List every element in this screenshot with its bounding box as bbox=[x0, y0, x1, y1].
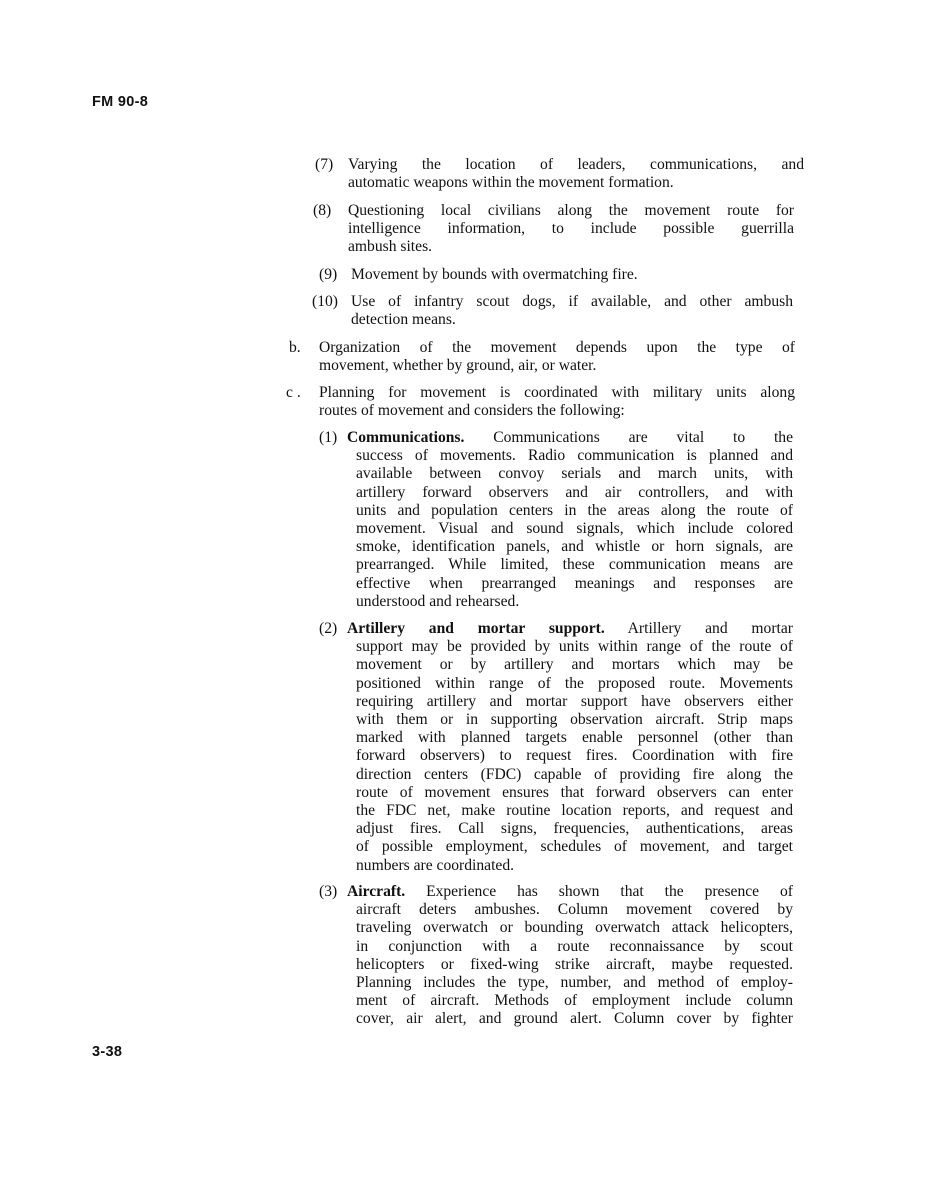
item-line: Planning for movement is coordinated with military units along bbox=[319, 384, 795, 401]
item-line: support may be provided by units within range of the route of bbox=[356, 638, 793, 656]
item-body bbox=[347, 447, 793, 611]
item-line: direction centers (FDC) capable of providing fire along the bbox=[356, 765, 793, 783]
item-line: the FDC net, make routine location reports, and request and bbox=[356, 802, 793, 820]
list-item-8 bbox=[313, 202, 794, 257]
subitem-title: Communications. bbox=[347, 429, 465, 446]
item-line: movement, whether by ground, air, or water. bbox=[319, 357, 597, 375]
item-line: helicopters or fixed-wing strike aircraft, maybe requested. bbox=[356, 955, 793, 973]
list-item-10 bbox=[312, 293, 793, 329]
item-line: understood and rehearsed. bbox=[356, 592, 520, 610]
item-line: positioned within range of the proposed route. Movements bbox=[356, 674, 793, 692]
item-number: c . bbox=[286, 384, 301, 401]
paragraph-b bbox=[289, 339, 795, 375]
item-number: (7) bbox=[315, 156, 334, 173]
item-number: (8) bbox=[313, 202, 332, 219]
item-line: routes of movement and considers the following: bbox=[319, 402, 625, 420]
item-number: (1) bbox=[319, 429, 338, 446]
item-line: detection means. bbox=[351, 311, 456, 329]
item-line: of possible employment, schedules of movement, and target bbox=[356, 838, 793, 856]
subitem-artillery-mortar-support bbox=[319, 620, 793, 875]
item-line: marked with planned targets enable personnel (other than bbox=[356, 729, 793, 747]
item-line: Questioning local civilians along the movement route for bbox=[348, 202, 794, 219]
item-line: ambush sites. bbox=[348, 238, 433, 256]
item-line: movement. Visual and sound signals, which include colored bbox=[356, 520, 793, 538]
item-number: b. bbox=[289, 339, 301, 356]
item-number: (3) bbox=[319, 883, 338, 900]
item-number: (10) bbox=[312, 293, 338, 310]
list-item-7 bbox=[315, 156, 804, 192]
subitem-title: Aircraft. bbox=[347, 883, 406, 900]
running-header: FM 90-8 bbox=[92, 94, 149, 110]
item-first-line bbox=[347, 429, 793, 447]
item-line: units and population centers in the areas along the route of bbox=[356, 501, 793, 519]
page-number: 3-38 bbox=[92, 1044, 123, 1060]
subitem-aircraft bbox=[319, 883, 793, 1029]
item-body bbox=[347, 901, 793, 1028]
item-line: ment of aircraft. Methods of employment include column bbox=[356, 992, 793, 1010]
item-line: intelligence information, to include possible guerrilla bbox=[348, 220, 794, 238]
item-line: movement or by artillery and mortars which may be bbox=[356, 656, 793, 674]
item-line: adjust fires. Call signs, frequencies, authentications, areas bbox=[356, 820, 793, 838]
item-line: Artillery and mortar bbox=[627, 620, 793, 637]
item-number: (9) bbox=[319, 266, 338, 283]
subitem-title: Artillery and mortar support. bbox=[347, 620, 605, 637]
item-line: Experience has shown that the presence of bbox=[426, 883, 793, 900]
item-line: prearranged. While limited, these communication means are bbox=[356, 556, 793, 574]
item-line: in conjunction with a route reconnaissance by scout bbox=[356, 937, 793, 955]
item-line: with them or in supporting observation aircraft. Strip maps bbox=[356, 711, 793, 729]
item-line: effective when prearranged meanings and responses are bbox=[356, 574, 793, 592]
item-line: forward observers) to request fires. Coordination with fire bbox=[356, 747, 793, 765]
list-item-9 bbox=[319, 266, 797, 284]
item-line: artillery forward observers and air controllers, and with bbox=[356, 483, 793, 501]
item-line: route of movement ensures that forward observers can enter bbox=[356, 783, 793, 801]
item-line: Communications are vital to the bbox=[493, 429, 793, 446]
paragraph-c bbox=[286, 384, 795, 420]
item-line: Movement by bounds with overmatching fire. bbox=[351, 266, 638, 283]
item-line: automatic weapons within the movement formation. bbox=[348, 174, 674, 192]
subitem-communications bbox=[319, 429, 793, 611]
item-line: Organization of the movement depends upon the type of bbox=[319, 339, 795, 356]
item-first-line bbox=[347, 883, 793, 901]
item-line: smoke, identification panels, and whistle or horn signals, are bbox=[356, 538, 793, 556]
item-number: (2) bbox=[319, 620, 338, 637]
item-line: Varying the location of leaders, communications, and bbox=[348, 156, 804, 173]
item-line: numbers are coordinated. bbox=[356, 856, 515, 874]
item-line: Use of infantry scout dogs, if available, and other ambush bbox=[351, 293, 793, 310]
item-line: cover, air alert, and ground alert. Column cover by fighter bbox=[356, 1010, 793, 1028]
item-body bbox=[347, 638, 793, 875]
item-line: requiring artillery and mortar support have observers either bbox=[356, 692, 793, 710]
item-line: aircraft deters ambushes. Column movement covered by bbox=[356, 901, 793, 919]
item-first-line bbox=[347, 620, 793, 638]
item-line: traveling overwatch or bounding overwatch attack helicopters, bbox=[356, 919, 793, 937]
item-line: Planning includes the type, number, and method of employ- bbox=[356, 974, 793, 992]
item-line: success of movements. Radio communication is planned and bbox=[356, 447, 793, 465]
item-line: available between convoy serials and march units, with bbox=[356, 465, 793, 483]
